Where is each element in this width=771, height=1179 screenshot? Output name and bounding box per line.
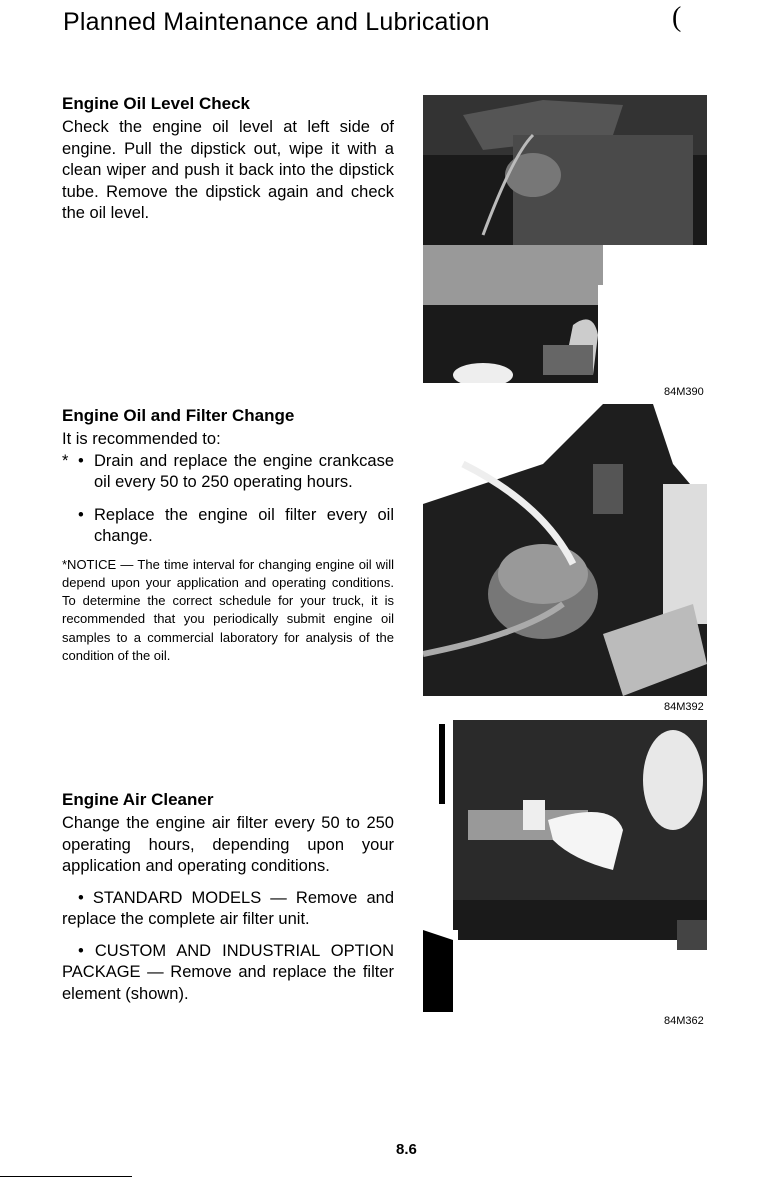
footer-rule	[0, 1176, 132, 1177]
list-item-text: Replace the engine oil filter every oil change.	[94, 505, 394, 545]
air-filter-photo	[423, 720, 707, 1012]
margin-parenthesis: (	[672, 2, 682, 33]
list-item-text: Drain and replace the engine crankcase oil every 50 to 250 operating hours.	[94, 451, 394, 491]
section-title: Engine Oil Level Check	[62, 94, 251, 113]
section-intro: It is recommended to:	[62, 430, 221, 448]
custom-package-text: • CUSTOM AND INDUSTRIAL OPTION PACKAGE — Remove and replace the filter element (shown).	[62, 941, 394, 1003]
section-oil-level	[62, 94, 394, 225]
section-oil-filter	[62, 406, 394, 665]
section-title: Engine Air Cleaner	[62, 790, 214, 809]
page-number: 8.6	[396, 1141, 417, 1158]
section-title: Engine Oil and Filter Change	[62, 406, 295, 425]
page-header: Planned Maintenance and Lubrication	[63, 8, 490, 36]
photo-graphic	[423, 95, 707, 383]
list-item	[62, 451, 394, 494]
oil-filter-photo	[423, 404, 707, 696]
asterisk-mark: *	[62, 451, 69, 470]
photo-graphic	[423, 404, 707, 696]
list-item	[62, 505, 394, 548]
section-body: Check the engine oil level at left side of engine. Pull the dipstick out, wipe it with a clean wiper and push it back into the dipstick tube. Remove the dipstick again and check the oil level.	[62, 118, 394, 222]
notice-text: *NOTICE — The time interval for changing engine oil will depend upon your application and operating conditions. To determine the correct schedule for your truck, it is recommended that you periodically submit engine oil samples to a commercial laboratory for analysis of the condition of the oil.	[62, 556, 394, 663]
figure-caption: 84M392	[664, 701, 704, 713]
bullet-mark: •	[78, 505, 84, 524]
section-body: Change the engine air filter every 50 to 250 operating hours, depending upon your application and operating conditions.	[62, 814, 394, 875]
standard-models-text: • STANDARD MODELS — Remove and replace the complete air filter unit.	[62, 888, 394, 928]
photo-graphic	[423, 720, 707, 1012]
figure-caption: 84M390	[664, 386, 704, 398]
bullet-mark: •	[78, 451, 84, 470]
engine-dipstick-photo	[423, 95, 707, 383]
figure-caption: 84M362	[664, 1015, 704, 1027]
section-air-cleaner	[62, 790, 394, 1005]
